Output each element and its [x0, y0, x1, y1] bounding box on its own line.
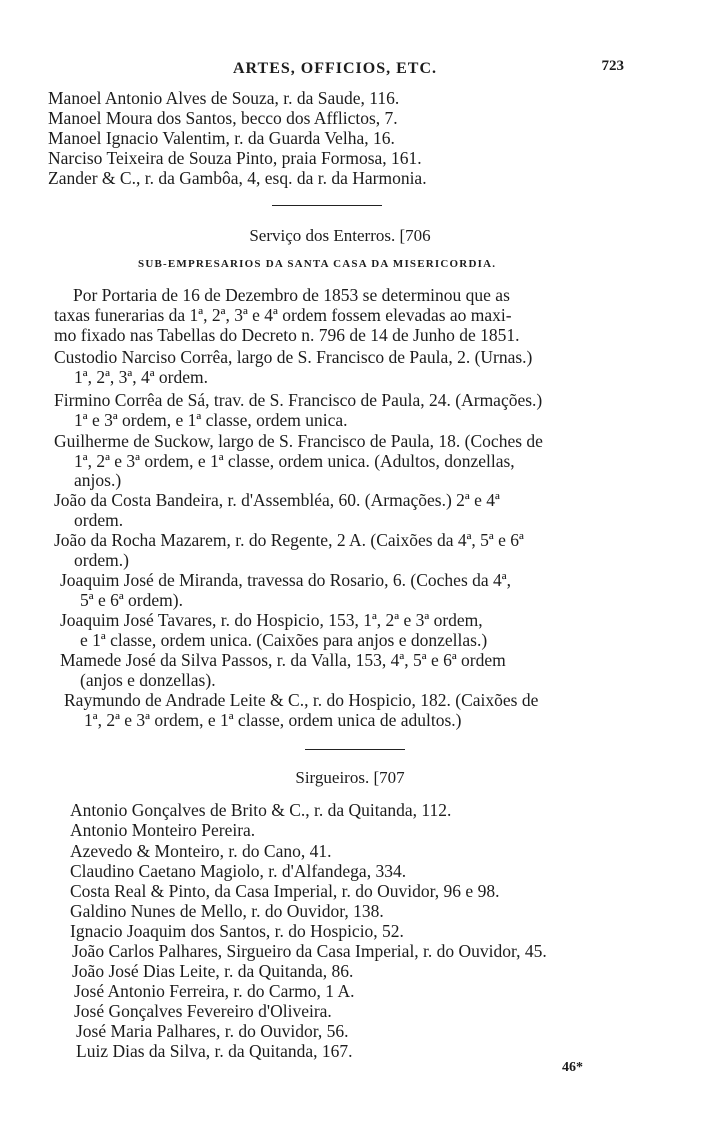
list-item: João da Costa Bandeira, r. d'Assembléa, 60. (Armações.) 2ª e 4ª — [54, 490, 500, 510]
list-item: Ignacio Joaquim dos Santos, r. do Hospicio, 52. — [70, 921, 404, 941]
list-item: Custodio Narciso Corrêa, largo de S. Francisco de Paula, 2. (Urnas.) — [54, 347, 533, 367]
list-item: Joaquim José de Miranda, travessa do Rosario, 6. (Coches da 4ª, — [60, 570, 511, 590]
list-item: Zander & C., r. da Gambôa, 4, esq. da r. da Harmonia. — [48, 168, 427, 188]
list-item-continuation: (anjos e donzellas). — [80, 670, 216, 690]
list-item: Guilherme de Suckow, largo de S. Francisco de Paula, 18. (Coches de — [54, 431, 543, 451]
list-item: Raymundo de Andrade Leite & C., r. do Hospicio, 182. (Caixões de — [64, 690, 539, 710]
list-item-continuation: 1ª, 2ª e 3ª ordem, e 1ª classe, ordem unica. (Adultos, donzellas, — [74, 451, 515, 471]
list-item-continuation: e 1ª classe, ordem unica. (Caixões para anjos e donzellas.) — [80, 630, 488, 650]
page-number: 723 — [601, 58, 624, 74]
list-item: Azevedo & Monteiro, r. do Cano, 41. — [70, 841, 332, 861]
running-header: ARTES, OFFICIOS, ETC. — [232, 60, 438, 77]
list-item-continuation: 1ª, 2ª e 3ª ordem, e 1ª classe, ordem unica de adultos.) — [84, 710, 462, 730]
list-item: Firmino Corrêa de Sá, trav. de S. Francisco de Paula, 24. (Armações.) — [54, 390, 543, 410]
list-item: José Gonçalves Fevereiro d'Oliveira. — [74, 1001, 332, 1021]
list-item: José Antonio Ferreira, r. do Carmo, 1 A. — [74, 981, 355, 1001]
list-item-continuation: 1ª, 2ª, 3ª, 4ª ordem. — [74, 367, 209, 387]
list-item: Costa Real & Pinto, da Casa Imperial, r. do Ouvidor, 96 e 98. — [70, 881, 500, 901]
section-heading: Serviço dos Enterros. [706 — [249, 226, 431, 245]
section-heading: Sirgueiros. [707 — [295, 768, 405, 787]
section-divider — [305, 749, 405, 750]
list-item: Joaquim José Tavares, r. do Hospicio, 153, 1ª, 2ª e 3ª ordem, — [60, 610, 483, 630]
list-item: Narciso Teixeira de Souza Pinto, praia Formosa, 161. — [48, 148, 422, 168]
list-item-continuation: ordem. — [74, 510, 124, 530]
list-item: Manoel Antonio Alves de Souza, r. da Saude, 116. — [48, 88, 400, 108]
list-item: João José Dias Leite, r. da Quitanda, 86. — [72, 961, 354, 981]
list-item: Antonio Gonçalves de Brito & C., r. da Quitanda, 112. — [70, 800, 452, 820]
list-item: João Carlos Palhares, Sirgueiro da Casa Imperial, r. do Ouvidor, 45. — [72, 941, 547, 961]
section-divider — [272, 205, 382, 206]
paragraph-line: Por Portaria de 16 de Dezembro de 1853 se determinou que as — [73, 285, 510, 305]
signature-mark: 46* — [562, 1060, 583, 1075]
list-item-continuation: 5ª e 6ª ordem). — [80, 590, 183, 610]
section-subheading: SUB-EMPRESARIOS DA SANTA CASA DA MISERICORDIA. — [138, 258, 497, 270]
list-item: Luiz Dias da Silva, r. da Quitanda, 167. — [76, 1041, 353, 1061]
list-item: Claudino Caetano Magiolo, r. d'Alfandega, 334. — [70, 861, 407, 881]
list-item: Mamede José da Silva Passos, r. da Valla, 153, 4ª, 5ª e 6ª ordem — [60, 650, 506, 670]
list-item: Antonio Monteiro Pereira. — [70, 820, 256, 840]
list-item-continuation: ordem.) — [74, 550, 129, 570]
list-item: José Maria Palhares, r. do Ouvidor, 56. — [76, 1021, 349, 1041]
list-item: João da Rocha Mazarem, r. do Regente, 2 A. (Caixões da 4ª, 5ª e 6ª — [54, 530, 524, 550]
paragraph-line: taxas funerarias da 1ª, 2ª, 3ª e 4ª ordem fossem elevadas ao maxi- — [54, 305, 512, 325]
list-item: Manoel Ignacio Valentim, r. da Guarda Velha, 16. — [48, 128, 395, 148]
list-item-continuation: 1ª e 3ª ordem, e 1ª classe, ordem unica. — [74, 410, 348, 430]
list-item-continuation: anjos.) — [74, 470, 122, 490]
list-item: Galdino Nunes de Mello, r. do Ouvidor, 138. — [70, 901, 384, 921]
paragraph-line: mo fixado nas Tabellas do Decreto n. 796 de 14 de Junho de 1851. — [54, 325, 520, 345]
list-item: Manoel Moura dos Santos, becco dos Afflictos, 7. — [48, 108, 398, 128]
